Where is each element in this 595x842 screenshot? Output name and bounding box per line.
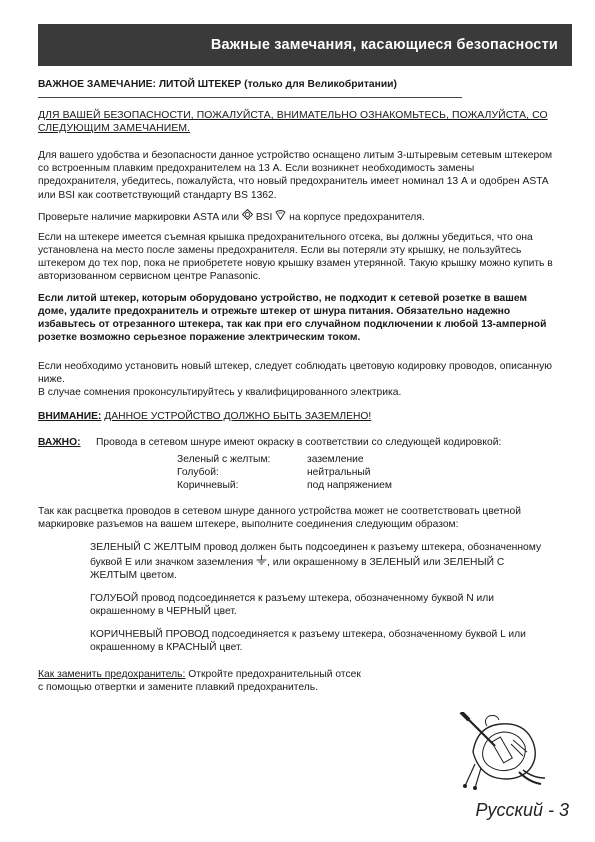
- important-row: [38, 436, 553, 449]
- wire-role: под напряжением: [307, 480, 392, 492]
- wire-color: Голубой:: [177, 467, 219, 479]
- important-label: ВАЖНО:: [38, 436, 81, 448]
- page-title: Важные замечания, касающиеся безопасности: [210, 37, 558, 53]
- marking-text-bsi: BSI: [255, 211, 273, 223]
- paragraph-electrician: В случае сомнения проконсультируйтесь у квалифицированного электрика.: [38, 386, 402, 398]
- fuse-replace-text-a: Откройте предохранительный отсек: [188, 669, 361, 681]
- wire-row: [177, 479, 553, 492]
- wire-row: [177, 466, 553, 479]
- main-content: [38, 70, 553, 694]
- attention-line: [38, 410, 553, 423]
- wire-role: заземление: [307, 453, 364, 465]
- paragraph-connections: Так как расцветка проводов в сетевом шнуре данного устройства может не соответствовать цветной маркировке разъемов на вашем штекере, выполните соединения следующим образом:: [38, 506, 521, 531]
- fuse-replacement-illustration: [453, 712, 553, 792]
- instruction-blue: ГОЛУБОЙ провод подсоединяется к разъему штекера, обозначенному буквой N или окрашенному в ЧЕРНЫЙ цвет.: [90, 592, 495, 617]
- title-divider: [38, 97, 462, 98]
- paragraph-fuse-rating: Для вашего удобства и безопасности данное устройство оснащено литым 3-штыревым сетевым штекером со встроенным плавким предохранителем на 13 А. Если возникнет необходимость замены предохранителя, убедитесь, пожалуйста, что новый предохранитель имеет номинал 13 А и одобрен ASTA или BSI как соответствующий стандарту BS 1362.: [38, 150, 553, 201]
- paragraph-new-plug: Если необходимо установить новый штекер, следует соблюдать цветовую кодировку проводов, описанную ниже.: [38, 360, 552, 385]
- fuse-replace-text-b: с помощью отвертки и замените плавкий предохранитель.: [38, 682, 318, 694]
- fuse-replace-line: [38, 668, 428, 694]
- attention-label: ВНИМАНИЕ:: [38, 410, 102, 422]
- warning-paragraph: Если литой штекер, которым оборудовано устройство, не подходит к сетевой розетке в вашем доме, удалите предохранитель и отрежьте штекер от шнура питания. Обязательно надежно избавьтесь от отрезанного штекера, так как при его случайном подключении к любой 13-амперной розетке возможно серьезное поражение электрическим током.: [38, 293, 547, 344]
- page-number-language: Русский - 3: [475, 800, 569, 820]
- paragraph-marking: [38, 209, 553, 224]
- bsi-kitemark-icon: [275, 209, 286, 224]
- earth-symbol-icon: [256, 555, 267, 569]
- marking-text-start: Проверьте наличие маркировки ASTA или: [38, 211, 240, 223]
- paragraph-fuse-cover: Если на штекере имеется съемная крышка предохранительного отсека, вы должны убедиться, что она установлена на место после замены предохранителя. Если вы потеряли эту крышку, не пользуйтесь штекером до тех пор, пока не приобретете новую крышку взамен утерянной. Такую крышку можно купить в авторизованном сервисном центре Panasonic.: [38, 231, 553, 283]
- instruction-brown: КОРИЧНЕВЫЙ ПРОВОД подсоединяется к разъему штекера, обозначенному буквой L или окрашенному в КРАСНЫЙ цвет.: [90, 628, 526, 653]
- instruction-green-yellow: [90, 541, 543, 581]
- wire-row: [177, 453, 553, 466]
- asta-mark-icon: [242, 209, 253, 224]
- wire-role: нейтральный: [307, 467, 371, 479]
- page-header: [38, 24, 572, 66]
- section-title: ВАЖНОЕ ЗАМЕЧАНИЕ: ЛИТОЙ ШТЕКЕР (только для Великобритании): [38, 79, 397, 90]
- green-text-start: ЗЕЛЕНЫЙ С ЖЕЛТЫМ провод должен быть подсоединен к разъему штекера, обозначенному буквой E или значком заземления: [90, 542, 542, 568]
- attention-text: ДАННОЕ УСТРОЙСТВО ДОЛЖНО БЫТЬ ЗАЗЕМЛЕНО!: [104, 410, 372, 422]
- wire-color: Зеленый с желтым:: [177, 453, 271, 465]
- green-text-end: , или окрашенному в ЗЕЛЕНЫЙ или ЗЕЛЕНЫЙ С ЖЕЛТЫМ цветом.: [90, 556, 505, 581]
- wire-color: Коричневый:: [177, 480, 239, 492]
- marking-text-end: на корпусе предохранителя.: [289, 211, 425, 223]
- wire-color-table: [177, 453, 553, 492]
- safety-notice: ДЛЯ ВАШЕЙ БЕЗОПАСНОСТИ, ПОЖАЛУЙСТА, ВНИМАТЕЛЬНО ОЗНАКОМЬТЕСЬ, ПОЖАЛУЙСТА, СО СЛЕДУЮЩИМ ЗАМЕЧАНИЕМ.: [38, 110, 548, 135]
- important-text: Провода в сетевом шнуре имеют окраску в соответствии со следующей кодировкой:: [96, 436, 502, 448]
- fuse-replace-label: Как заменить предохранитель:: [38, 669, 186, 681]
